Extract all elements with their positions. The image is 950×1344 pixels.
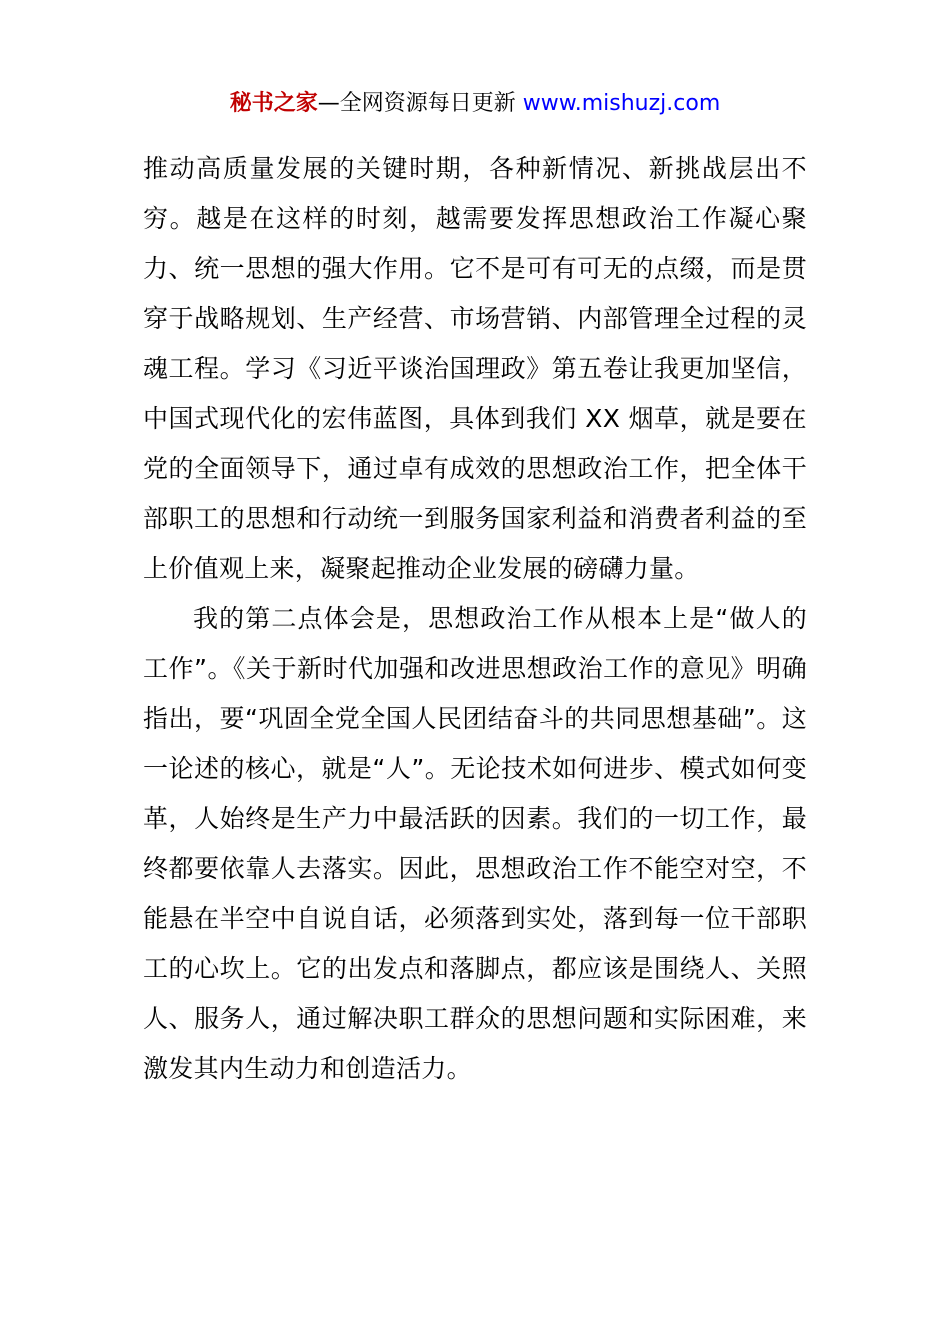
header-url[interactable]: www.mishuzj.com <box>522 91 721 116</box>
page-header <box>0 88 950 120</box>
header-slogan: —全网资源每日更新 <box>317 91 523 116</box>
document-body <box>143 144 807 1094</box>
paragraph-2: 我的第二点体会是，思想政治工作从根本上是“做人的工作”。《关于新时代加强和改进思想政治工作的意见》明确指出，要“巩固全党全国人民团结奋斗的共同思想基础”。这一论述的核心，就是“人”。无论技术如何进步、模式如何变革，人始终是生产力中最活跃的因素。我们的一切工作，最终都要依靠人去落实。因此，思想政治工作不能空对空，不能悬在半空中自说自话，必须落到实处，落到每一位干部职工的心坎上。它的出发点和落脚点，都应该是围绕人、关照人、服务人，通过解决职工群众的思想问题和实际困难，来激发其内生动力和创造活力。 <box>143 604 807 1083</box>
brand-name: 秘书之家 <box>229 91 318 116</box>
paragraph-1: 推动高质量发展的关键时期，各种新情况、新挑战层出不穷。越是在这样的时刻，越需要发挥思想政治工作凝心聚力、统一思想的强大作用。它不是可有可无的点缀，而是贯穿于战略规划、生产经营、市场营销、内部管理全过程的灵魂工程。学习《习近平谈治国理政》第五卷让我更加坚信，中国式现代化的宏伟蓝图，具体到我们 XX 烟草，就是要在党的全面领导下，通过卓有成效的思想政治工作，把全体干部职工的思想和行动统一到服务国家利益和消费者利益的至上价值观上来，凝聚起推动企业发展的磅礴力量。 <box>143 154 807 583</box>
